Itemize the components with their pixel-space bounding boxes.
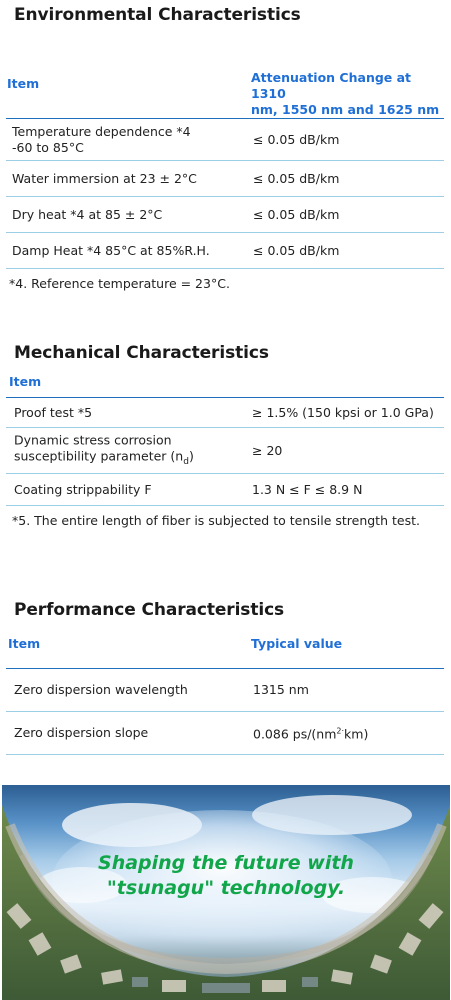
row-value: ≤ 0.05 dB/km xyxy=(253,170,340,186)
table-row xyxy=(6,233,444,269)
performance-header-row xyxy=(6,622,444,669)
performance-header-item: Item xyxy=(8,636,41,651)
row-value: ≤ 0.05 dB/km xyxy=(253,206,340,222)
environmental-header-row xyxy=(6,62,444,119)
row-label: Proof test *5 xyxy=(14,404,93,420)
row-value: 0.086 $ps/(nm^{2\cdot}km)$ xyxy=(253,726,369,742)
row-label: Dynamic stress corrosion susceptibility parameter $(n_d)$ xyxy=(14,431,194,467)
tsunagu-banner-image xyxy=(2,785,450,1000)
mechanical-title: Mechanical Characteristics xyxy=(14,343,269,363)
environmental-title: Environmental Characteristics xyxy=(14,5,301,25)
table-row xyxy=(6,428,444,474)
performance-header-value: Typical value xyxy=(251,636,343,651)
mechanical-footnote: *5. The entire length of fiber is subjected to tensile strength test. xyxy=(12,513,420,528)
row-value: 1.3 N ≤ F ≤ 8.9 N xyxy=(252,481,363,497)
table-row xyxy=(6,161,444,197)
performance-title: Performance Characteristics xyxy=(14,600,285,620)
row-label: Dry heat *4 at 85 ± 2°C xyxy=(12,206,163,222)
banner-tagline: Shaping the future with "tsunagu" technology. xyxy=(98,852,354,899)
row-label: Water immersion at 23 ± 2°C xyxy=(12,170,197,186)
table-row xyxy=(6,669,444,712)
row-value: 1315 nm xyxy=(253,682,309,697)
row-value: ≥ 1.5% (150 kpsi or 1.0 GPa) xyxy=(252,404,434,420)
row-label: Coating strippability F xyxy=(14,481,152,497)
environmental-header-item: Item xyxy=(7,76,40,91)
environmental-footnote: *4. Reference temperature = 23°C. xyxy=(9,276,230,291)
row-value: ≤ 0.05 dB/km xyxy=(253,131,340,147)
environmental-header-value: Attenuation Change at 1310 nm, 1550 nm and 1625 nm xyxy=(251,70,440,117)
row-label: Zero dispersion slope xyxy=(14,725,149,740)
row-value: ≥ 20 xyxy=(252,442,283,458)
mechanical-header-row xyxy=(6,370,444,398)
table-row xyxy=(6,197,444,233)
table-row xyxy=(6,119,444,161)
table-row xyxy=(6,398,444,428)
row-value: ≤ 0.05 dB/km xyxy=(253,242,340,258)
row-label: Zero dispersion wavelength xyxy=(14,682,188,697)
table-row xyxy=(6,712,444,755)
row-label: Damp Heat *4 85°C at 85%R.H. xyxy=(12,242,210,258)
row-label: Temperature dependence *4 -60 to 85°C xyxy=(12,123,191,155)
table-row xyxy=(6,474,444,506)
mechanical-header-item: Item xyxy=(9,374,42,389)
